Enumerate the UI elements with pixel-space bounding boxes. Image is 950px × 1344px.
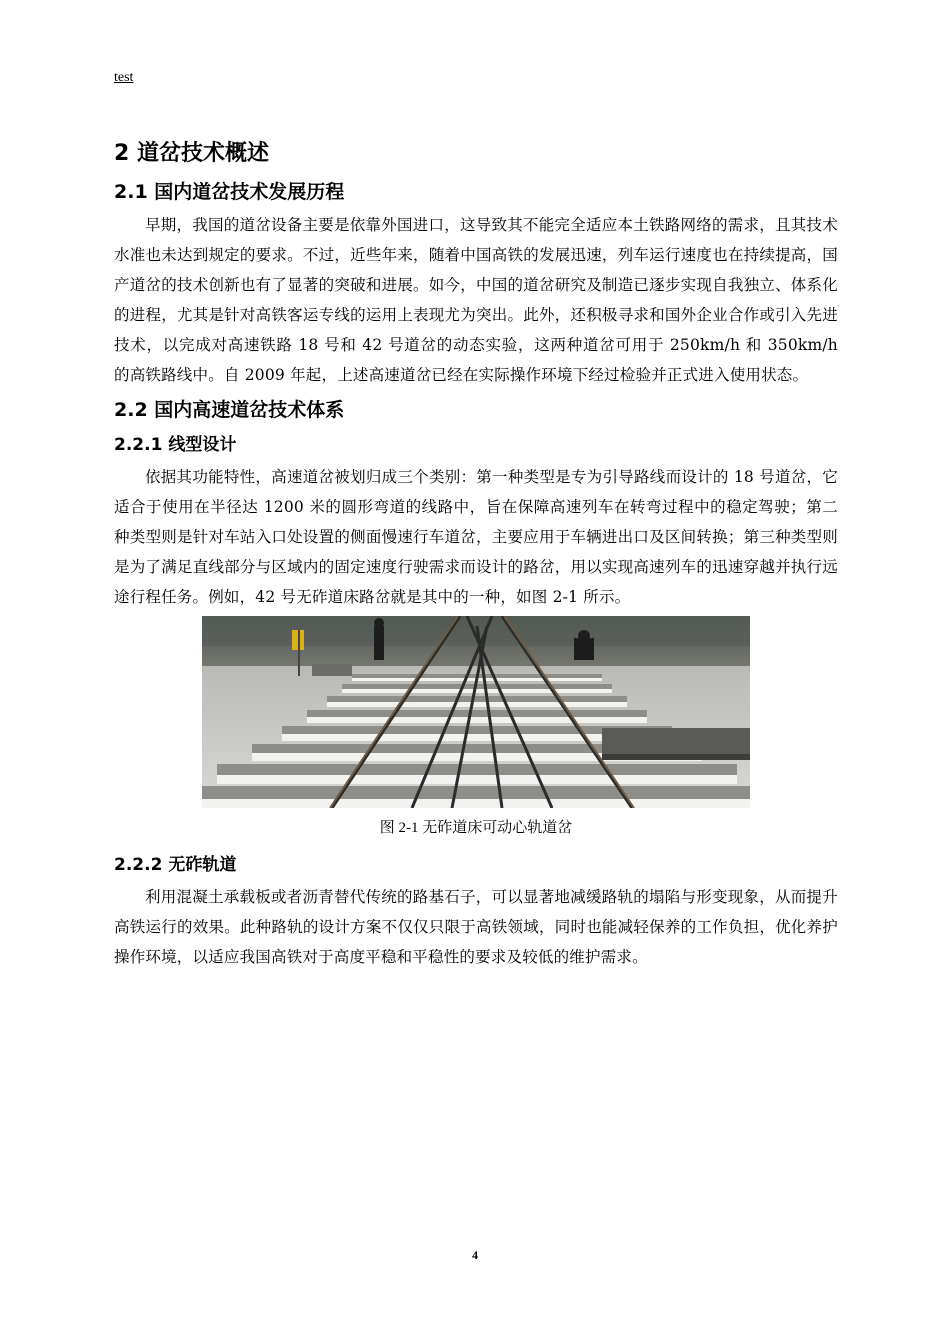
- subsection-heading-2-2-1: 2.2.1 线型设计: [114, 435, 237, 455]
- railway-switch-photo: [202, 616, 750, 808]
- figure-caption: 图 2-1 无砟道床可动心轨道岔: [379, 820, 573, 836]
- subsection-heading-2-2: 2.2 国内高速道岔技术体系: [114, 399, 345, 421]
- railway-switch-illustration: [202, 616, 750, 808]
- page-number: 4: [472, 1248, 478, 1262]
- figure-2-1: [114, 616, 838, 848]
- paragraph-2-1: 早期，我国的道岔设备主要是依靠外国进口，这导致其不能完全适应本土铁路网络的需求，且其技术水准也未达到规定的要求。不过，近些年来，随着中国高铁的发展迅速，列车运行速度也在持续提高，国产道岔的技术创新也有了显著的突破和进展。如今，中国的道岔研究及制造已逐步实现自我独立、体系化的进程，尤其是针对高铁客运专线的运用上表现尤为突出。此外，还积极寻求和国外企业合作或引入先进技术，以完成对高速铁路 18 号和 42 号道岔的动态实验，这两种道岔可用于 250km/h 和 350km/h 的高铁路线中。自 2009 年起，上述高速道岔已经在实际操作环境下经过检验并正式进入使用状态。: [114, 216, 838, 384]
- page-content: [114, 134, 838, 972]
- section-heading: 2 道岔技术概述: [114, 141, 269, 166]
- subsection-heading-2-1: 2.1 国内道岔技术发展历程: [114, 181, 345, 203]
- paragraph-2-2-1: 依据其功能特性，高速道岔被划归成三个类别：第一种类型是专为引导路线而设计的 18 号道岔，它适合于使用在半径达 1200 米的圆形弯道的线路中，旨在保障高速列车在转弯过程中的稳定驾驶；第二种类型则是针对车站入口处设置的侧面慢速行车道岔，主要应用于车辆进出口及区间转换；第三种类型则是为了满足直线部分与区域内的固定速度行驶需求而设计的路岔，用以实现高速列车的迅速穿越并执行远途行程任务。例如，42 号无砟道床路岔就是其中的一种，如图 2-1 所示。: [114, 468, 838, 606]
- subsection-heading-2-2-2: 2.2.2 无砟轨道: [114, 855, 237, 875]
- paragraph-2-2-2: 利用混凝土承载板或者沥青替代传统的路基石子，可以显著地减缓路轨的塌陷与形变现象，从而提升高铁运行的效果。此种路轨的设计方案不仅仅只限于高铁领域，同时也能减轻保养的工作负担，优化养护操作环境，以适应我国高铁对于高度平稳和平稳性的要求及较低的维护需求。: [114, 888, 838, 966]
- header-text: test: [114, 70, 134, 85]
